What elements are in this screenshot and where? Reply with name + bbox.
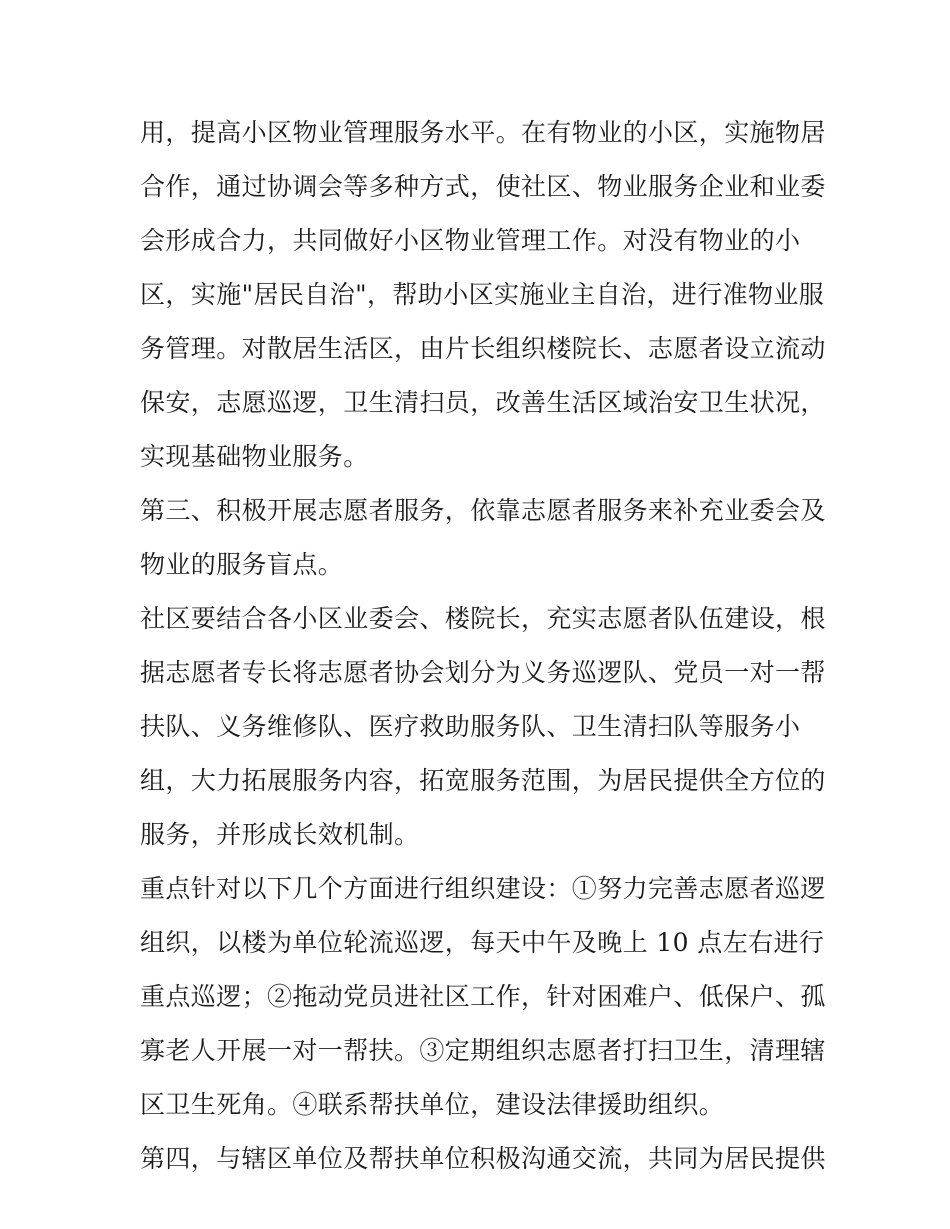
text-line: 用，提高小区物业管理服务水平。在有物业的小区，实施物居 [140,118,826,147]
text-line: 保安，志愿巡逻，卫生清扫员，改善生活区域治安卫生状况， [140,388,826,417]
text-line: 合作，通过协调会等多种方式，使社区、物业服务企业和业委 [140,172,826,201]
text-line: 组，大力拓展服务内容，拓宽服务范围，为居民提供全方位的 [140,766,826,795]
text-line: 实现基础物业服务。 [140,442,369,471]
document-body [140,106,826,1186]
text-line: 物业的服务盲点。 [140,550,344,579]
text-line: 组织，以楼为单位轮流巡逻，每天中午及晚上 10 点左右进行 [140,928,825,957]
text-line: 区，实施"居民自治"，帮助小区实施业主自治，进行准物业服 [140,280,825,309]
text-line: 据志愿者专长将志愿者协会划分为义务巡逻队、党员一对一帮 [140,658,826,687]
text-line: 寡老人开展一对一帮扶。③定期组织志愿者打扫卫生，清理辖 [140,1036,826,1065]
text-line: 重点针对以下几个方面进行组织建设：①努力完善志愿者巡逻 [140,874,826,903]
text-line: 会形成合力，共同做好小区物业管理工作。对没有物业的小 [140,226,801,255]
text-line: 重点巡逻；②拖动党员进社区工作，针对困难户、低保户、孤 [140,982,826,1011]
text-line: 区卫生死角。④联系帮扶单位，建设法律援助组织。 [140,1090,725,1119]
text-line: 服务，并形成长效机制。 [140,820,420,849]
text-line: 社区要结合各小区业委会、楼院长，充实志愿者队伍建设，根 [140,604,826,633]
text-line: 务管理。对散居生活区，由片长组织楼院长、志愿者设立流动 [140,334,826,363]
text-line: 扶队、义务维修队、医疗救助服务队、卫生清扫队等服务小 [140,712,801,741]
text-line: 第四，与辖区单位及帮扶单位积极沟通交流，共同为居民提供 [140,1144,826,1173]
text-line: 第三、积极开展志愿者服务，依靠志愿者服务来补充业委会及 [140,496,826,525]
